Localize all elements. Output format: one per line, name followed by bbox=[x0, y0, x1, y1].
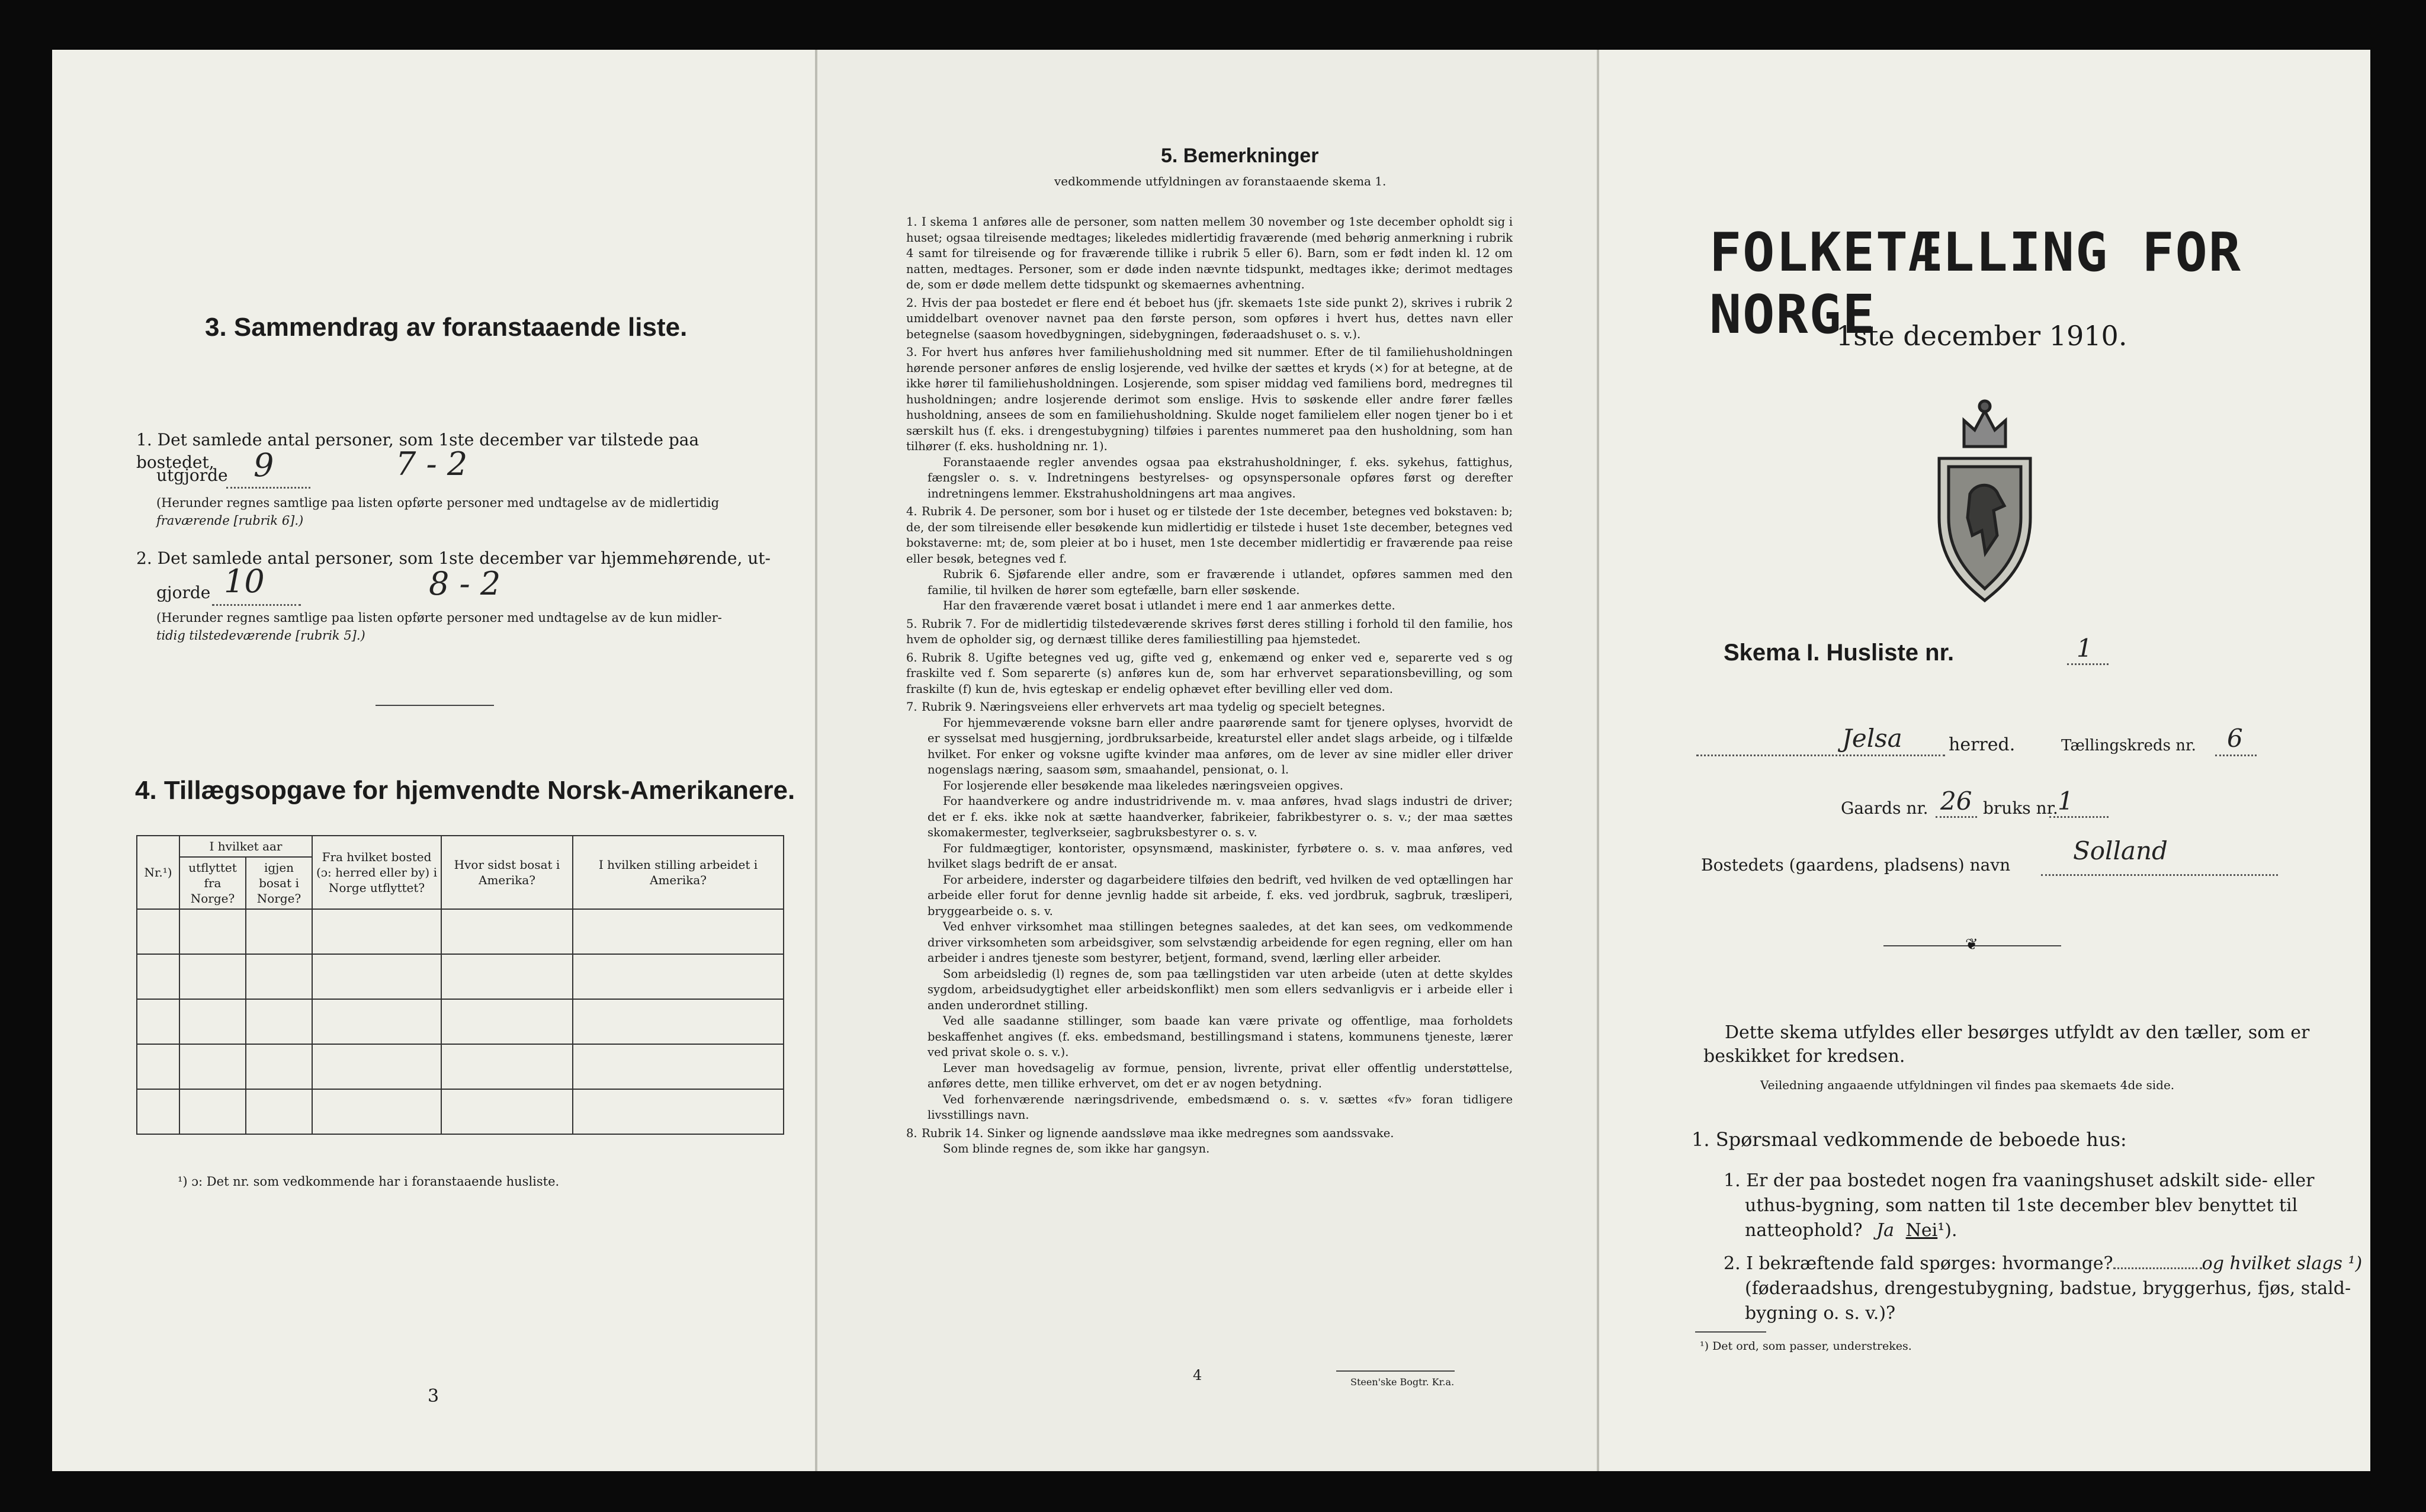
item-2-text: 2. Det samlede antal personer, som 1ste december var hjemmehørende, ut- bbox=[136, 548, 771, 568]
col-year-group: I hvilket aar bbox=[179, 836, 312, 857]
remark-7b: For hjemmeværende voksne barn eller andre paarørende samt for tjenere oplyses, hvorvidt de er sysselsat med husgjerning, jordbruksarbeide, kreaturstel eller andet slags arbeide, og i tilfælde hvilket. For enker og voksne ugifte kvinder maa anføres, om de lever av sine midler eller driver nogenslags næring, saasom søm, smaahandel, pensionat, o. l. bbox=[928, 715, 1513, 776]
item-1-note-b: fraværende [rubrik 6].) bbox=[156, 513, 304, 528]
col-hvor: Hvor sidst bosat i Amerika? bbox=[441, 836, 573, 909]
questions-header: 1. Spørsmaal vedkommende de beboede hus: bbox=[1692, 1128, 2127, 1151]
remark-7c: For losjerende eller besøkende maa likeledes næringsveien opgives. bbox=[943, 778, 1343, 792]
item-1-breakdown: 7 - 2 bbox=[396, 445, 468, 483]
item-2-utgjorde: gjorde bbox=[156, 583, 211, 602]
q1-line-b: uthus-bygning, som natten til 1ste december blev benyttet til bbox=[1745, 1195, 2298, 1216]
q2-line-c: bygning o. s. v.)? bbox=[1745, 1303, 1896, 1324]
col-utflyttet: utflyttet fra Norge? bbox=[179, 857, 246, 909]
remark-8b: Som blinde regnes de, som ikke har gangsyn. bbox=[943, 1142, 1210, 1155]
remarks-subtitle: vedkommende utfyldningen av foranstaaende skema 1. bbox=[1054, 174, 1387, 188]
page-number-3: 3 bbox=[428, 1386, 439, 1407]
middle-page bbox=[817, 50, 1598, 1471]
item-2-note-b: tidig tilstedeværende [rubrik 5].) bbox=[156, 628, 365, 643]
item-2-note-a: (Herunder regnes samtlige paa listen opførte personer med undtagelse av de kun midler- bbox=[156, 611, 722, 625]
q1-ja: Ja bbox=[1876, 1220, 1895, 1241]
remarks-title: 5. Bemerkninger bbox=[1161, 145, 1319, 167]
item-1-utgjorde: utgjorde bbox=[156, 466, 228, 485]
remark-7j: Lever man hovedsagelig av formue, pension, livrente, privat eller offentlig understøttelse, anføres dette, men tillike erhvervet, om det er av nogen betydning. bbox=[928, 1061, 1513, 1090]
col-nr: Nr.¹) bbox=[137, 836, 179, 909]
remark-7e: For fuldmægtiger, kontorister, opsynsmænd, maskinister, fyrbøtere o. s. v. maa anføres, ved hvilket slags bedrift de er ansat. bbox=[928, 841, 1513, 871]
q2-slags: og hvilket slags ¹) bbox=[2202, 1253, 2363, 1274]
q2-line-b: (føderaadshus, drengestubygning, badstue, bryggerhus, fjøs, stald- bbox=[1745, 1278, 2351, 1299]
bosted-label: Bostedets (gaardens, pladsens) navn bbox=[1701, 855, 2011, 875]
table-row bbox=[137, 909, 784, 954]
gaards-dotline bbox=[1936, 816, 1977, 818]
section-4-title: 4. Tillægsopgave for hjemvendte Norsk-Amerikanere. bbox=[135, 776, 795, 805]
kreds-value: 6 bbox=[2227, 724, 2243, 753]
printer-mark: Steen'ske Bogtr. Kr.a. bbox=[1350, 1376, 1455, 1388]
item-2-breakdown: 8 - 2 bbox=[429, 565, 501, 602]
table-row bbox=[137, 954, 784, 999]
q1-line-a: 1. Er der paa bostedet nogen fra vaaningshuset adskilt side- eller bbox=[1724, 1170, 2315, 1191]
remark-2: 2. Hvis der paa bostedet er flere end ét beboet hus (jfr. skemaets 1ste side punkt 2), skrives i rubrik 2 umiddelbart ovenover navnet paa den første person, som opføres i hvert hus, dettes navn eller betegnelse (saasom hovedbygningen, sidebygningen, føderaadshuset o. s. v.). bbox=[906, 296, 1513, 341]
husliste-value: 1 bbox=[2077, 634, 2093, 663]
q2-line-a: 2. I bekræftende fald spørges: hvormange? og hvilket slags ¹) bbox=[1724, 1253, 2363, 1274]
remark-6: 6. Rubrik 8. Ugifte betegnes ved ug, gifte ved g, enkemænd og enker ved e, separerte ved s og fraskilte ved f. Som separerte (s) anføres kun de, som har erhvervet separationsbevilling, og som fraskilte (f) kun de, hvis egteskap er endelig ophævet efter bevilling eller ved dom. bbox=[906, 650, 1513, 696]
remark-5: 5. Rubrik 7. For de midlertidig tilstedeværende skrives først deres stilling i forhold til den familie, hos hvem de opholder sig, og dernæst tillike deres familiestilling paa hjemstedet. bbox=[906, 617, 1513, 646]
remarks-body bbox=[906, 214, 1513, 1157]
table-row bbox=[137, 999, 784, 1044]
remark-7d: For haandverkere og andre industridrivende m. v. maa anføres, hvad slags industri de driver; det er f. eks. ikke nok at sætte haandverker, fabrikeier, fabrikbestyrer o. s. v.; der maa sættes skomakermester, teglverkseier, sagbruksbestyrer o. s. v. bbox=[928, 794, 1513, 839]
footnote-rule bbox=[1695, 1331, 1766, 1333]
remark-4c: Har den fraværende været bosat i utlandet i mere end 1 aar anmerkes dette. bbox=[943, 599, 1395, 612]
remark-7: 7. Rubrik 9. Næringsveiens eller erhvervets art maa tydelig og specielt betegnes. bbox=[906, 700, 1385, 714]
item-1-dotline bbox=[226, 487, 310, 489]
bosted-dotline bbox=[2041, 874, 2278, 876]
right-footnote: ¹) Det ord, som passer, understrekes. bbox=[1700, 1340, 1912, 1353]
printer-rule bbox=[1336, 1370, 1455, 1372]
table-row bbox=[137, 1044, 784, 1089]
page-number-4: 4 bbox=[1193, 1367, 1202, 1383]
item-1-note-a: (Herunder regnes samtlige paa listen opførte personer med undtagelse av de midlertidig bbox=[156, 496, 720, 510]
instruction-line-2: beskikket for kredsen. bbox=[1703, 1046, 1905, 1067]
herred-label: herred. bbox=[1949, 734, 2016, 755]
remark-3: 3. For hvert hus anføres hver familiehusholdning med sit nummer. Efter de til familiehusholdningen hørende personer anføres de enslig losjerende, ved hvilke der sættes et kryds (×) for at betegne, at de ikke hører til familiehusholdningen. Losjerende, som spiser middag ved familiens bord, medregnes til husholdningen; andre losjerende derimot som enslige. Hvis to søskende eller andre fører fælles husholdning, ansees de som en familiehusholdning. Skulde noget familielem eller nogen tjener bo i et særskilt hus (f. eks. i drengestubygning) tilføies i parentes nummeret paa den husholdning, som han tilhører (f. eks. husholdning nr. 1). bbox=[906, 345, 1513, 453]
remark-4: 4. Rubrik 4. De personer, som bor i huset og er tilstede der 1ste december, betegnes ved bokstaven: b; de, der som tilreisende eller besøkende kun midlertidig er tilstede i huset 1ste december, betegnes ved bokstaverne: mt; de, som pleier at bo i huset, men 1ste december midlertidig er fraværende paa reise eller besøk, betegnes ved f. bbox=[906, 505, 1513, 566]
census-title: FOLKETÆLLING FOR NORGE bbox=[1709, 221, 2242, 346]
col-igjen: igjen bosat i Norge? bbox=[246, 857, 312, 909]
remark-4b: Rubrik 6. Sjøfarende eller andre, som er fraværende i utlandet, opføres sammen med den familie, til hvilken de hører som egtefælle, barn eller søskende. bbox=[928, 567, 1513, 597]
instruction-line-1: Dette skema utfyldes eller besørges utfyldt av den tæller, som er bbox=[1725, 1022, 2310, 1043]
instruction-small: Veiledning angaaende utfyldningen vil findes paa skemaets 4de side. bbox=[1760, 1078, 2175, 1092]
bruks-label: bruks nr. bbox=[1983, 798, 2058, 818]
item-1-value: 9 bbox=[253, 447, 274, 484]
skema-label: Skema I. Husliste nr. bbox=[1724, 640, 1955, 666]
husliste-dotline bbox=[2067, 663, 2109, 665]
left-page bbox=[52, 50, 816, 1471]
remark-3b: Foranstaaende regler anvendes ogsaa paa ekstrahusholdninger, f. eks. sykehus, fattighus, fængsler o. s. v. Indretningens bestyrelses- og opsynspersonale opføres først og derefter indretningens lemmer. Ekstrahusholdningens art maa angives. bbox=[928, 455, 1513, 500]
q1-nei: Nei bbox=[1905, 1220, 1938, 1241]
divider bbox=[376, 705, 494, 706]
gaards-value: 26 bbox=[1940, 787, 1972, 816]
remark-1: 1. I skema 1 anføres alle de personer, som natten mellem 30 november og 1ste december opholdt sig i huset; ogsaa tilreisende medtages; likeledes midlertidig fraværende (med behørig anmerkning i rubrik 4 samt for tilreisende og for fraværende tillike i rubrik 5 eller 6). Barn, som er født inden kl. 12 om natten, medtages. Personer, som er døde inden nævnte tidspunkt, medtages ikke; derimot medtages de, som er døde mellem dette tidspunkt og skemaernes avhentning. bbox=[906, 215, 1513, 291]
item-1-text: 1. Det samlede antal personer, som 1ste december var tilstede paa bostedet, bbox=[136, 430, 699, 472]
gaards-label: Gaards nr. bbox=[1841, 798, 1928, 818]
remark-8: 8. Rubrik 14. Sinker og lignende aandssløve maa ikke medregnes som aandssvake. bbox=[906, 1126, 1394, 1140]
kreds-dotline bbox=[2215, 755, 2257, 756]
kreds-label: Tællingskreds nr. bbox=[2061, 737, 2196, 755]
col-fra: Fra hvilket bosted (ɔ: herred eller by) i Norge utflyttet? bbox=[312, 836, 441, 909]
census-date: 1ste december 1910. bbox=[1836, 320, 2127, 352]
q1-line-c: natteophold? Ja Nei¹). bbox=[1745, 1220, 1958, 1241]
remark-7g: Ved enhver virksomhet maa stillingen betegnes saaledes, at det kan sees, om vedkommende driver virksomheten som arbeidsgiver, som selvstændig arbeidende for egen regning, eller om han arbeider i andres tjeneste som bestyrer, betjent, formand, svend, lærling eller arbeider. bbox=[928, 920, 1513, 965]
remark-7f: For arbeidere, inderster og dagarbeidere tilføies den bedrift, ved hvilken de ved optællingen har arbeide eller forut for denne jevnlig hadde sit arbeide, f. eks. ved jordbruk, sagbruk, træsliperi, bryggearbeide o. s. v. bbox=[928, 872, 1513, 918]
norsk-amerikanere-table bbox=[136, 835, 784, 1135]
remark-7i: Ved alle saadanne stillinger, som baade kan være private og offentlige, maa forholdets beskaffenhet angives (f. eks. embedsmand, bestillingsmand i statens, kommunens tjeneste, lærer ved privat skole o. s. v.). bbox=[928, 1014, 1513, 1059]
coat-of-arms-icon bbox=[1928, 393, 2041, 605]
item-2-value: 10 bbox=[224, 563, 265, 600]
ornament-icon: ❦ bbox=[1965, 936, 1978, 954]
section-3-title: 3. Sammendrag av foranstaaende liste. bbox=[205, 313, 688, 342]
q1-end: ¹). bbox=[1937, 1220, 1958, 1241]
bruks-dotline bbox=[2049, 816, 2109, 818]
item-2-dotline bbox=[212, 604, 301, 606]
herred-dotline bbox=[1696, 755, 1945, 756]
herred-value: Jelsa bbox=[1842, 724, 1902, 753]
remark-7k: Ved forhenværende næringsdrivende, embedsmænd o. s. v. sættes «fv» foran tidligere livsstillings navn. bbox=[928, 1092, 1513, 1122]
bosted-value: Solland bbox=[2073, 836, 2168, 865]
bruks-value: 1 bbox=[2058, 787, 2074, 816]
table-row bbox=[137, 1089, 784, 1134]
right-page bbox=[1599, 50, 2370, 1471]
table-footnote: ¹) ɔ: Det nr. som vedkommende har i foranstaaende husliste. bbox=[178, 1174, 560, 1189]
col-stilling: I hvilken stilling arbeidet i Amerika? bbox=[573, 836, 784, 909]
remark-7h: Som arbeidsledig (l) regnes de, som paa tællingstiden var uten arbeide (uten at dette skyldes sygdom, arbeidsudygtighet eller arbeidskonflikt) men som ellers sedvanligvis er i arbeide eller i anden underordnet stilling. bbox=[928, 967, 1513, 1012]
